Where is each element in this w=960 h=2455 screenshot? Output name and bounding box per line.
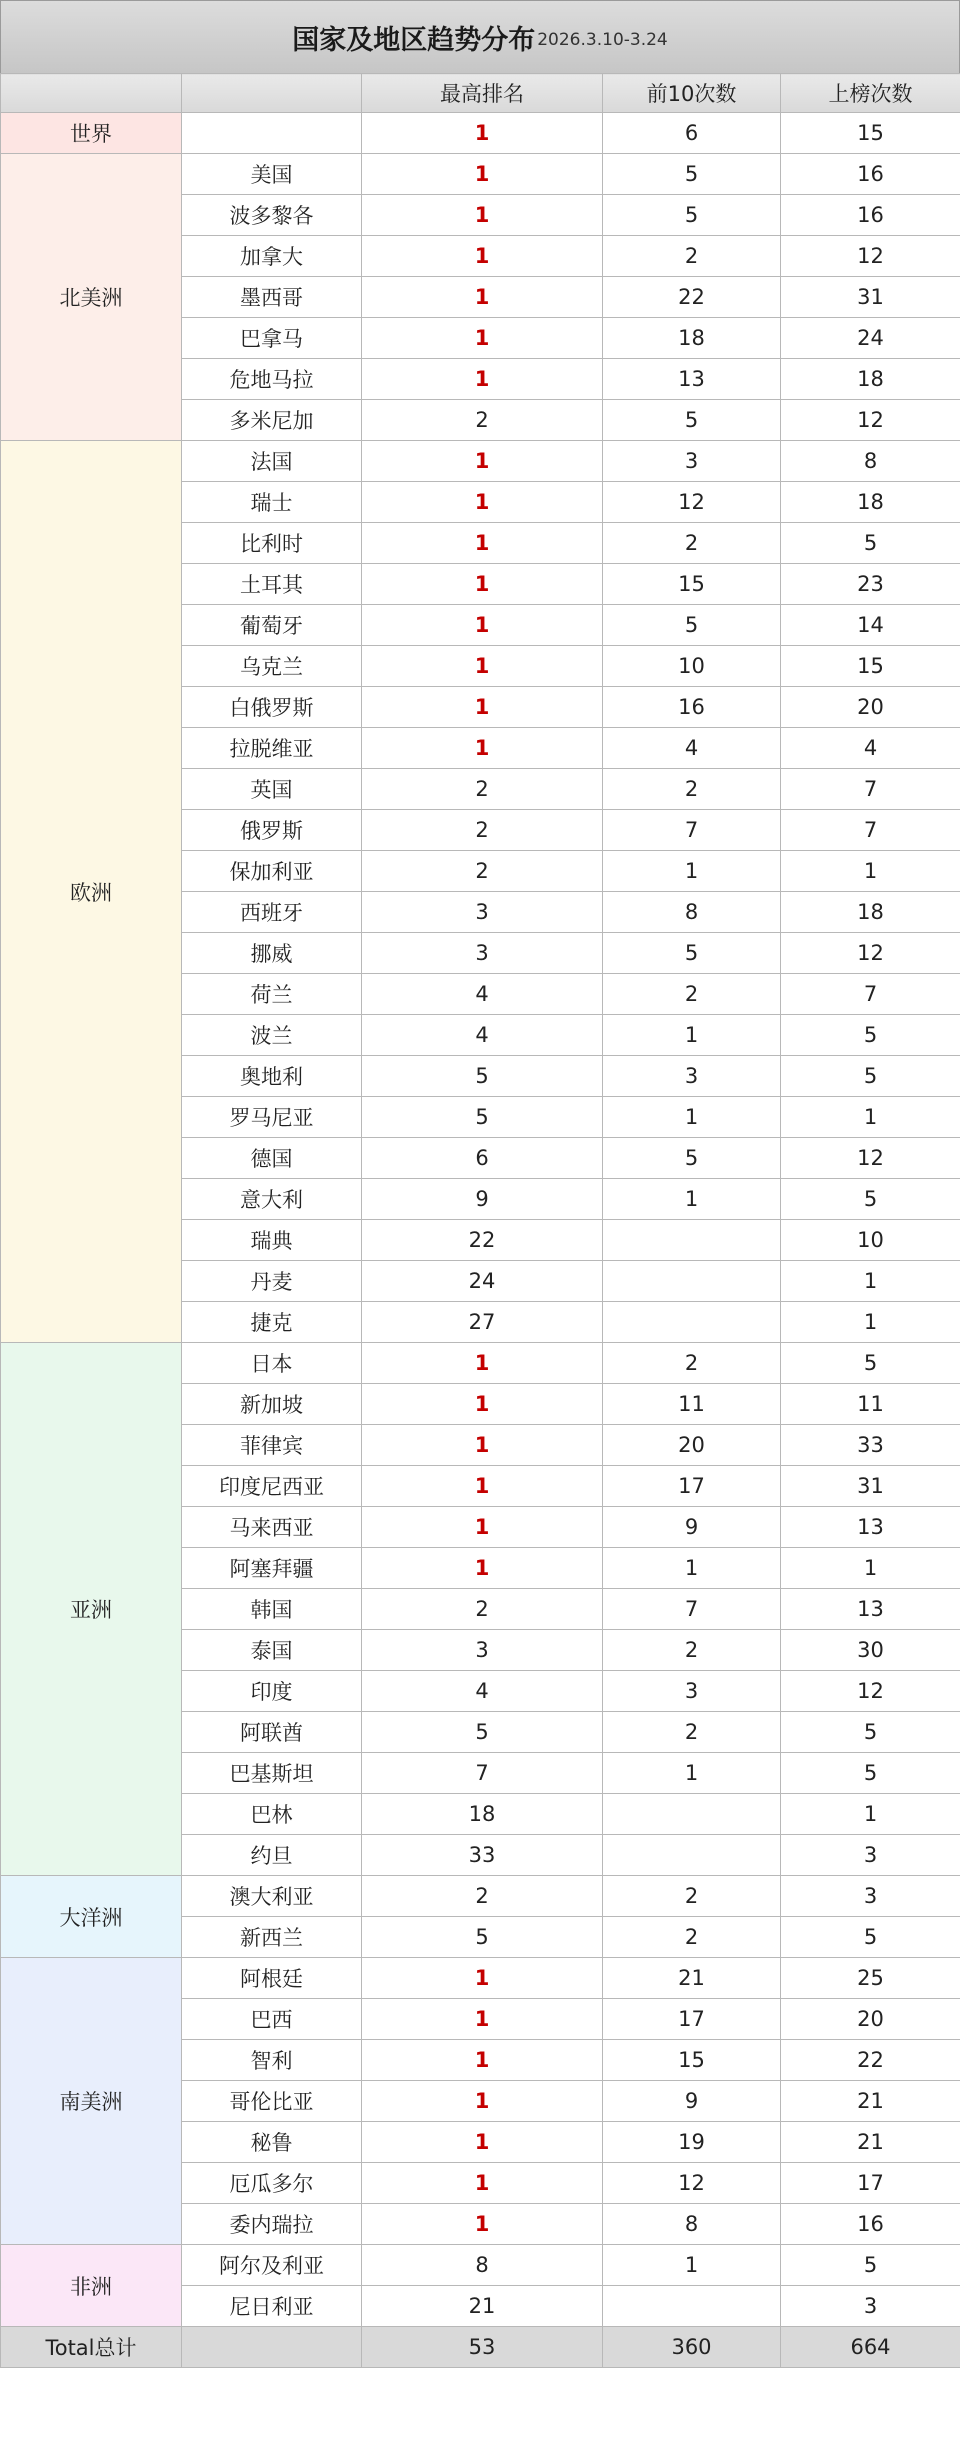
country-cell: 白俄罗斯	[182, 687, 362, 728]
chart-count-cell: 25	[781, 1958, 960, 1999]
chart-count-cell: 10	[781, 1220, 960, 1261]
top10-count-cell: 21	[603, 1958, 781, 1999]
chart-count-cell: 1	[781, 1794, 960, 1835]
region-cell: 欧洲	[1, 441, 182, 1343]
chart-count-cell: 24	[781, 318, 960, 359]
top10-count-cell	[603, 1302, 781, 1343]
best-rank-cell: 1	[362, 113, 603, 154]
country-cell: 厄瓜多尔	[182, 2163, 362, 2204]
top10-count-cell: 5	[603, 605, 781, 646]
country-cell: 乌克兰	[182, 646, 362, 687]
top10-count-cell: 4	[603, 728, 781, 769]
top10-count-cell	[603, 1794, 781, 1835]
best-rank-cell: 1	[362, 1466, 603, 1507]
table-row	[1, 1876, 960, 1917]
best-rank-cell: 5	[362, 1097, 603, 1138]
country-cell	[182, 113, 362, 154]
chart-count-cell: 16	[781, 154, 960, 195]
top10-count-cell: 15	[603, 564, 781, 605]
best-rank-cell: 2	[362, 810, 603, 851]
chart-count-cell: 15	[781, 113, 960, 154]
best-rank-cell: 1	[362, 1958, 603, 1999]
top10-count-cell: 7	[603, 1589, 781, 1630]
header-row	[1, 74, 960, 113]
best-rank-cell: 8	[362, 2245, 603, 2286]
country-cell: 巴基斯坦	[182, 1753, 362, 1794]
top10-count-cell: 8	[603, 2204, 781, 2245]
best-rank-cell: 1	[362, 1384, 603, 1425]
best-rank-cell: 2	[362, 1876, 603, 1917]
country-cell: 挪威	[182, 933, 362, 974]
country-cell: 墨西哥	[182, 277, 362, 318]
trend-distribution-table	[0, 73, 960, 2368]
chart-count-cell: 18	[781, 892, 960, 933]
country-cell: 巴西	[182, 1999, 362, 2040]
best-rank-cell: 1	[362, 564, 603, 605]
best-rank-cell: 3	[362, 933, 603, 974]
top10-count-cell: 11	[603, 1384, 781, 1425]
country-cell: 保加利亚	[182, 851, 362, 892]
country-cell: 韩国	[182, 1589, 362, 1630]
chart-count-cell: 1	[781, 851, 960, 892]
chart-count-cell: 3	[781, 1835, 960, 1876]
country-cell: 智利	[182, 2040, 362, 2081]
table-row	[1, 441, 960, 482]
best-rank-cell: 1	[362, 2122, 603, 2163]
chart-count-cell: 7	[781, 810, 960, 851]
top10-count-cell: 18	[603, 318, 781, 359]
best-rank-cell: 5	[362, 1056, 603, 1097]
chart-count-cell: 13	[781, 1589, 960, 1630]
top10-count-cell: 3	[603, 1056, 781, 1097]
best-rank-cell: 22	[362, 1220, 603, 1261]
chart-count-cell: 21	[781, 2122, 960, 2163]
chart-count-cell: 3	[781, 1876, 960, 1917]
top10-count-cell: 15	[603, 2040, 781, 2081]
best-rank-cell: 1	[362, 2081, 603, 2122]
country-cell: 拉脱维亚	[182, 728, 362, 769]
top10-count-cell: 12	[603, 2163, 781, 2204]
top10-count-cell	[603, 1220, 781, 1261]
top10-count-cell: 3	[603, 441, 781, 482]
chart-count-cell: 14	[781, 605, 960, 646]
total-label-cell: Total总计	[1, 2327, 182, 2368]
top10-count-cell: 1	[603, 851, 781, 892]
best-rank-cell: 1	[362, 2204, 603, 2245]
country-cell: 巴拿马	[182, 318, 362, 359]
best-rank-cell: 21	[362, 2286, 603, 2327]
country-cell: 德国	[182, 1138, 362, 1179]
best-rank-cell: 1	[362, 646, 603, 687]
country-cell: 新西兰	[182, 1917, 362, 1958]
top10-count-cell: 1	[603, 1753, 781, 1794]
best-rank-cell: 1	[362, 1548, 603, 1589]
chart-count-cell: 16	[781, 2204, 960, 2245]
top10-count-cell: 13	[603, 359, 781, 400]
chart-count-cell: 1	[781, 1097, 960, 1138]
top10-count-cell: 5	[603, 400, 781, 441]
top10-count-cell	[603, 2286, 781, 2327]
best-rank-cell: 1	[362, 1999, 603, 2040]
top10-count-cell: 1	[603, 1179, 781, 1220]
best-rank-cell: 3	[362, 892, 603, 933]
country-cell: 西班牙	[182, 892, 362, 933]
best-rank-cell: 1	[362, 687, 603, 728]
best-rank-cell: 1	[362, 441, 603, 482]
country-cell: 日本	[182, 1343, 362, 1384]
best-rank-cell: 5	[362, 1712, 603, 1753]
header-cell-chart-count: 上榜次数	[781, 74, 960, 113]
best-rank-cell: 2	[362, 851, 603, 892]
chart-count-cell: 17	[781, 2163, 960, 2204]
country-cell: 秘鲁	[182, 2122, 362, 2163]
table-body	[1, 74, 960, 2368]
table-row	[1, 2245, 960, 2286]
chart-count-cell: 31	[781, 1466, 960, 1507]
table-row	[1, 154, 960, 195]
chart-count-cell: 23	[781, 564, 960, 605]
best-rank-cell: 1	[362, 605, 603, 646]
top10-count-cell: 5	[603, 195, 781, 236]
chart-count-cell: 7	[781, 769, 960, 810]
best-rank-cell: 1	[362, 728, 603, 769]
chart-count-cell: 20	[781, 687, 960, 728]
title-text: 国家及地区趋势分布	[292, 24, 536, 56]
best-rank-cell: 1	[362, 1343, 603, 1384]
best-rank-cell: 18	[362, 1794, 603, 1835]
chart-count-cell: 12	[781, 400, 960, 441]
country-cell: 尼日利亚	[182, 2286, 362, 2327]
country-cell: 波多黎各	[182, 195, 362, 236]
chart-count-cell: 12	[781, 1138, 960, 1179]
total-best-rank-cell: 53	[362, 2327, 603, 2368]
chart-count-cell: 18	[781, 482, 960, 523]
best-rank-cell: 9	[362, 1179, 603, 1220]
country-cell: 委内瑞拉	[182, 2204, 362, 2245]
top10-count-cell: 2	[603, 1876, 781, 1917]
country-cell: 阿塞拜疆	[182, 1548, 362, 1589]
country-cell: 巴林	[182, 1794, 362, 1835]
chart-count-cell: 21	[781, 2081, 960, 2122]
top10-count-cell: 17	[603, 1466, 781, 1507]
top10-count-cell: 3	[603, 1671, 781, 1712]
top10-count-cell: 22	[603, 277, 781, 318]
chart-count-cell: 13	[781, 1507, 960, 1548]
country-cell: 泰国	[182, 1630, 362, 1671]
best-rank-cell: 4	[362, 974, 603, 1015]
chart-count-cell: 1	[781, 1548, 960, 1589]
region-cell: 北美洲	[1, 154, 182, 441]
country-cell: 危地马拉	[182, 359, 362, 400]
top10-count-cell: 9	[603, 1507, 781, 1548]
chart-count-cell: 8	[781, 441, 960, 482]
country-cell: 波兰	[182, 1015, 362, 1056]
top10-count-cell: 1	[603, 1548, 781, 1589]
total-country-cell	[182, 2327, 362, 2368]
country-cell: 菲律宾	[182, 1425, 362, 1466]
chart-count-cell: 4	[781, 728, 960, 769]
top10-count-cell: 2	[603, 1630, 781, 1671]
country-cell: 葡萄牙	[182, 605, 362, 646]
chart-count-cell: 22	[781, 2040, 960, 2081]
country-cell: 法国	[182, 441, 362, 482]
total-row	[1, 2327, 960, 2368]
chart-count-cell: 31	[781, 277, 960, 318]
chart-count-cell: 3	[781, 2286, 960, 2327]
region-cell: 非洲	[1, 2245, 182, 2327]
best-rank-cell: 1	[362, 318, 603, 359]
total-chart-count-cell: 664	[781, 2327, 960, 2368]
region-cell: 亚洲	[1, 1343, 182, 1876]
country-cell: 加拿大	[182, 236, 362, 277]
top10-count-cell: 10	[603, 646, 781, 687]
region-cell: 世界	[1, 113, 182, 154]
top10-count-cell: 8	[603, 892, 781, 933]
country-cell: 丹麦	[182, 1261, 362, 1302]
top10-count-cell: 2	[603, 1917, 781, 1958]
header-cell-country	[182, 74, 362, 113]
best-rank-cell: 1	[362, 1425, 603, 1466]
top10-count-cell: 19	[603, 2122, 781, 2163]
chart-count-cell: 5	[781, 1753, 960, 1794]
best-rank-cell: 7	[362, 1753, 603, 1794]
top10-count-cell: 12	[603, 482, 781, 523]
country-cell: 英国	[182, 769, 362, 810]
best-rank-cell: 1	[362, 277, 603, 318]
table-title	[0, 0, 960, 73]
top10-count-cell: 2	[603, 523, 781, 564]
chart-count-cell: 15	[781, 646, 960, 687]
country-cell: 罗马尼亚	[182, 1097, 362, 1138]
country-cell: 意大利	[182, 1179, 362, 1220]
best-rank-cell: 1	[362, 154, 603, 195]
chart-count-cell: 5	[781, 523, 960, 564]
country-cell: 瑞典	[182, 1220, 362, 1261]
best-rank-cell: 1	[362, 2040, 603, 2081]
top10-count-cell: 5	[603, 154, 781, 195]
chart-count-cell: 5	[781, 2245, 960, 2286]
country-cell: 马来西亚	[182, 1507, 362, 1548]
chart-count-cell: 20	[781, 1999, 960, 2040]
chart-count-cell: 30	[781, 1630, 960, 1671]
title-date-range: 2026.3.10-3.24	[537, 30, 668, 50]
chart-count-cell: 5	[781, 1179, 960, 1220]
chart-count-cell: 5	[781, 1056, 960, 1097]
top10-count-cell: 5	[603, 1138, 781, 1179]
chart-count-cell: 1	[781, 1261, 960, 1302]
best-rank-cell: 2	[362, 769, 603, 810]
top10-count-cell: 2	[603, 236, 781, 277]
top10-count-cell: 17	[603, 1999, 781, 2040]
chart-count-cell: 12	[781, 933, 960, 974]
country-cell: 阿联酋	[182, 1712, 362, 1753]
top10-count-cell: 5	[603, 933, 781, 974]
country-cell: 阿尔及利亚	[182, 2245, 362, 2286]
country-cell: 澳大利亚	[182, 1876, 362, 1917]
table-row	[1, 113, 960, 154]
table-row	[1, 1958, 960, 1999]
country-cell: 印度	[182, 1671, 362, 1712]
country-cell: 捷克	[182, 1302, 362, 1343]
chart-count-cell: 5	[781, 1917, 960, 1958]
header-cell-best-rank: 最高排名	[362, 74, 603, 113]
best-rank-cell: 24	[362, 1261, 603, 1302]
top10-count-cell: 1	[603, 1097, 781, 1138]
country-cell: 美国	[182, 154, 362, 195]
top10-count-cell: 7	[603, 810, 781, 851]
country-cell: 新加坡	[182, 1384, 362, 1425]
top10-count-cell: 16	[603, 687, 781, 728]
chart-count-cell: 18	[781, 359, 960, 400]
country-cell: 多米尼加	[182, 400, 362, 441]
region-cell: 南美洲	[1, 1958, 182, 2245]
top10-count-cell: 1	[603, 1015, 781, 1056]
country-cell: 荷兰	[182, 974, 362, 1015]
best-rank-cell: 4	[362, 1015, 603, 1056]
header-cell-region	[1, 74, 182, 113]
best-rank-cell: 1	[362, 236, 603, 277]
country-cell: 约旦	[182, 1835, 362, 1876]
total-top10-count-cell: 360	[603, 2327, 781, 2368]
top10-count-cell	[603, 1261, 781, 1302]
top10-count-cell: 6	[603, 113, 781, 154]
chart-count-cell: 16	[781, 195, 960, 236]
best-rank-cell: 1	[362, 1507, 603, 1548]
header-cell-top10-count: 前10次数	[603, 74, 781, 113]
best-rank-cell: 33	[362, 1835, 603, 1876]
chart-count-cell: 12	[781, 1671, 960, 1712]
top10-count-cell	[603, 1835, 781, 1876]
country-cell: 奥地利	[182, 1056, 362, 1097]
best-rank-cell: 2	[362, 400, 603, 441]
country-cell: 印度尼西亚	[182, 1466, 362, 1507]
best-rank-cell: 1	[362, 523, 603, 564]
top10-count-cell: 9	[603, 2081, 781, 2122]
top10-count-cell: 2	[603, 769, 781, 810]
top10-count-cell: 2	[603, 1712, 781, 1753]
best-rank-cell: 1	[362, 2163, 603, 2204]
country-cell: 土耳其	[182, 564, 362, 605]
best-rank-cell: 4	[362, 1671, 603, 1712]
best-rank-cell: 1	[362, 195, 603, 236]
best-rank-cell: 27	[362, 1302, 603, 1343]
top10-count-cell: 20	[603, 1425, 781, 1466]
country-cell: 比利时	[182, 523, 362, 564]
chart-count-cell: 11	[781, 1384, 960, 1425]
top10-count-cell: 2	[603, 974, 781, 1015]
chart-count-cell: 5	[781, 1712, 960, 1753]
best-rank-cell: 5	[362, 1917, 603, 1958]
best-rank-cell: 1	[362, 359, 603, 400]
best-rank-cell: 1	[362, 482, 603, 523]
chart-count-cell: 12	[781, 236, 960, 277]
country-cell: 哥伦比亚	[182, 2081, 362, 2122]
country-cell: 瑞士	[182, 482, 362, 523]
chart-count-cell: 7	[781, 974, 960, 1015]
chart-count-cell: 5	[781, 1015, 960, 1056]
chart-count-cell: 5	[781, 1343, 960, 1384]
chart-count-cell: 33	[781, 1425, 960, 1466]
region-cell: 大洋洲	[1, 1876, 182, 1958]
top10-count-cell: 2	[603, 1343, 781, 1384]
best-rank-cell: 2	[362, 1589, 603, 1630]
country-cell: 阿根廷	[182, 1958, 362, 1999]
top10-count-cell: 1	[603, 2245, 781, 2286]
table-row	[1, 1343, 960, 1384]
country-cell: 俄罗斯	[182, 810, 362, 851]
chart-count-cell: 1	[781, 1302, 960, 1343]
best-rank-cell: 6	[362, 1138, 603, 1179]
best-rank-cell: 3	[362, 1630, 603, 1671]
